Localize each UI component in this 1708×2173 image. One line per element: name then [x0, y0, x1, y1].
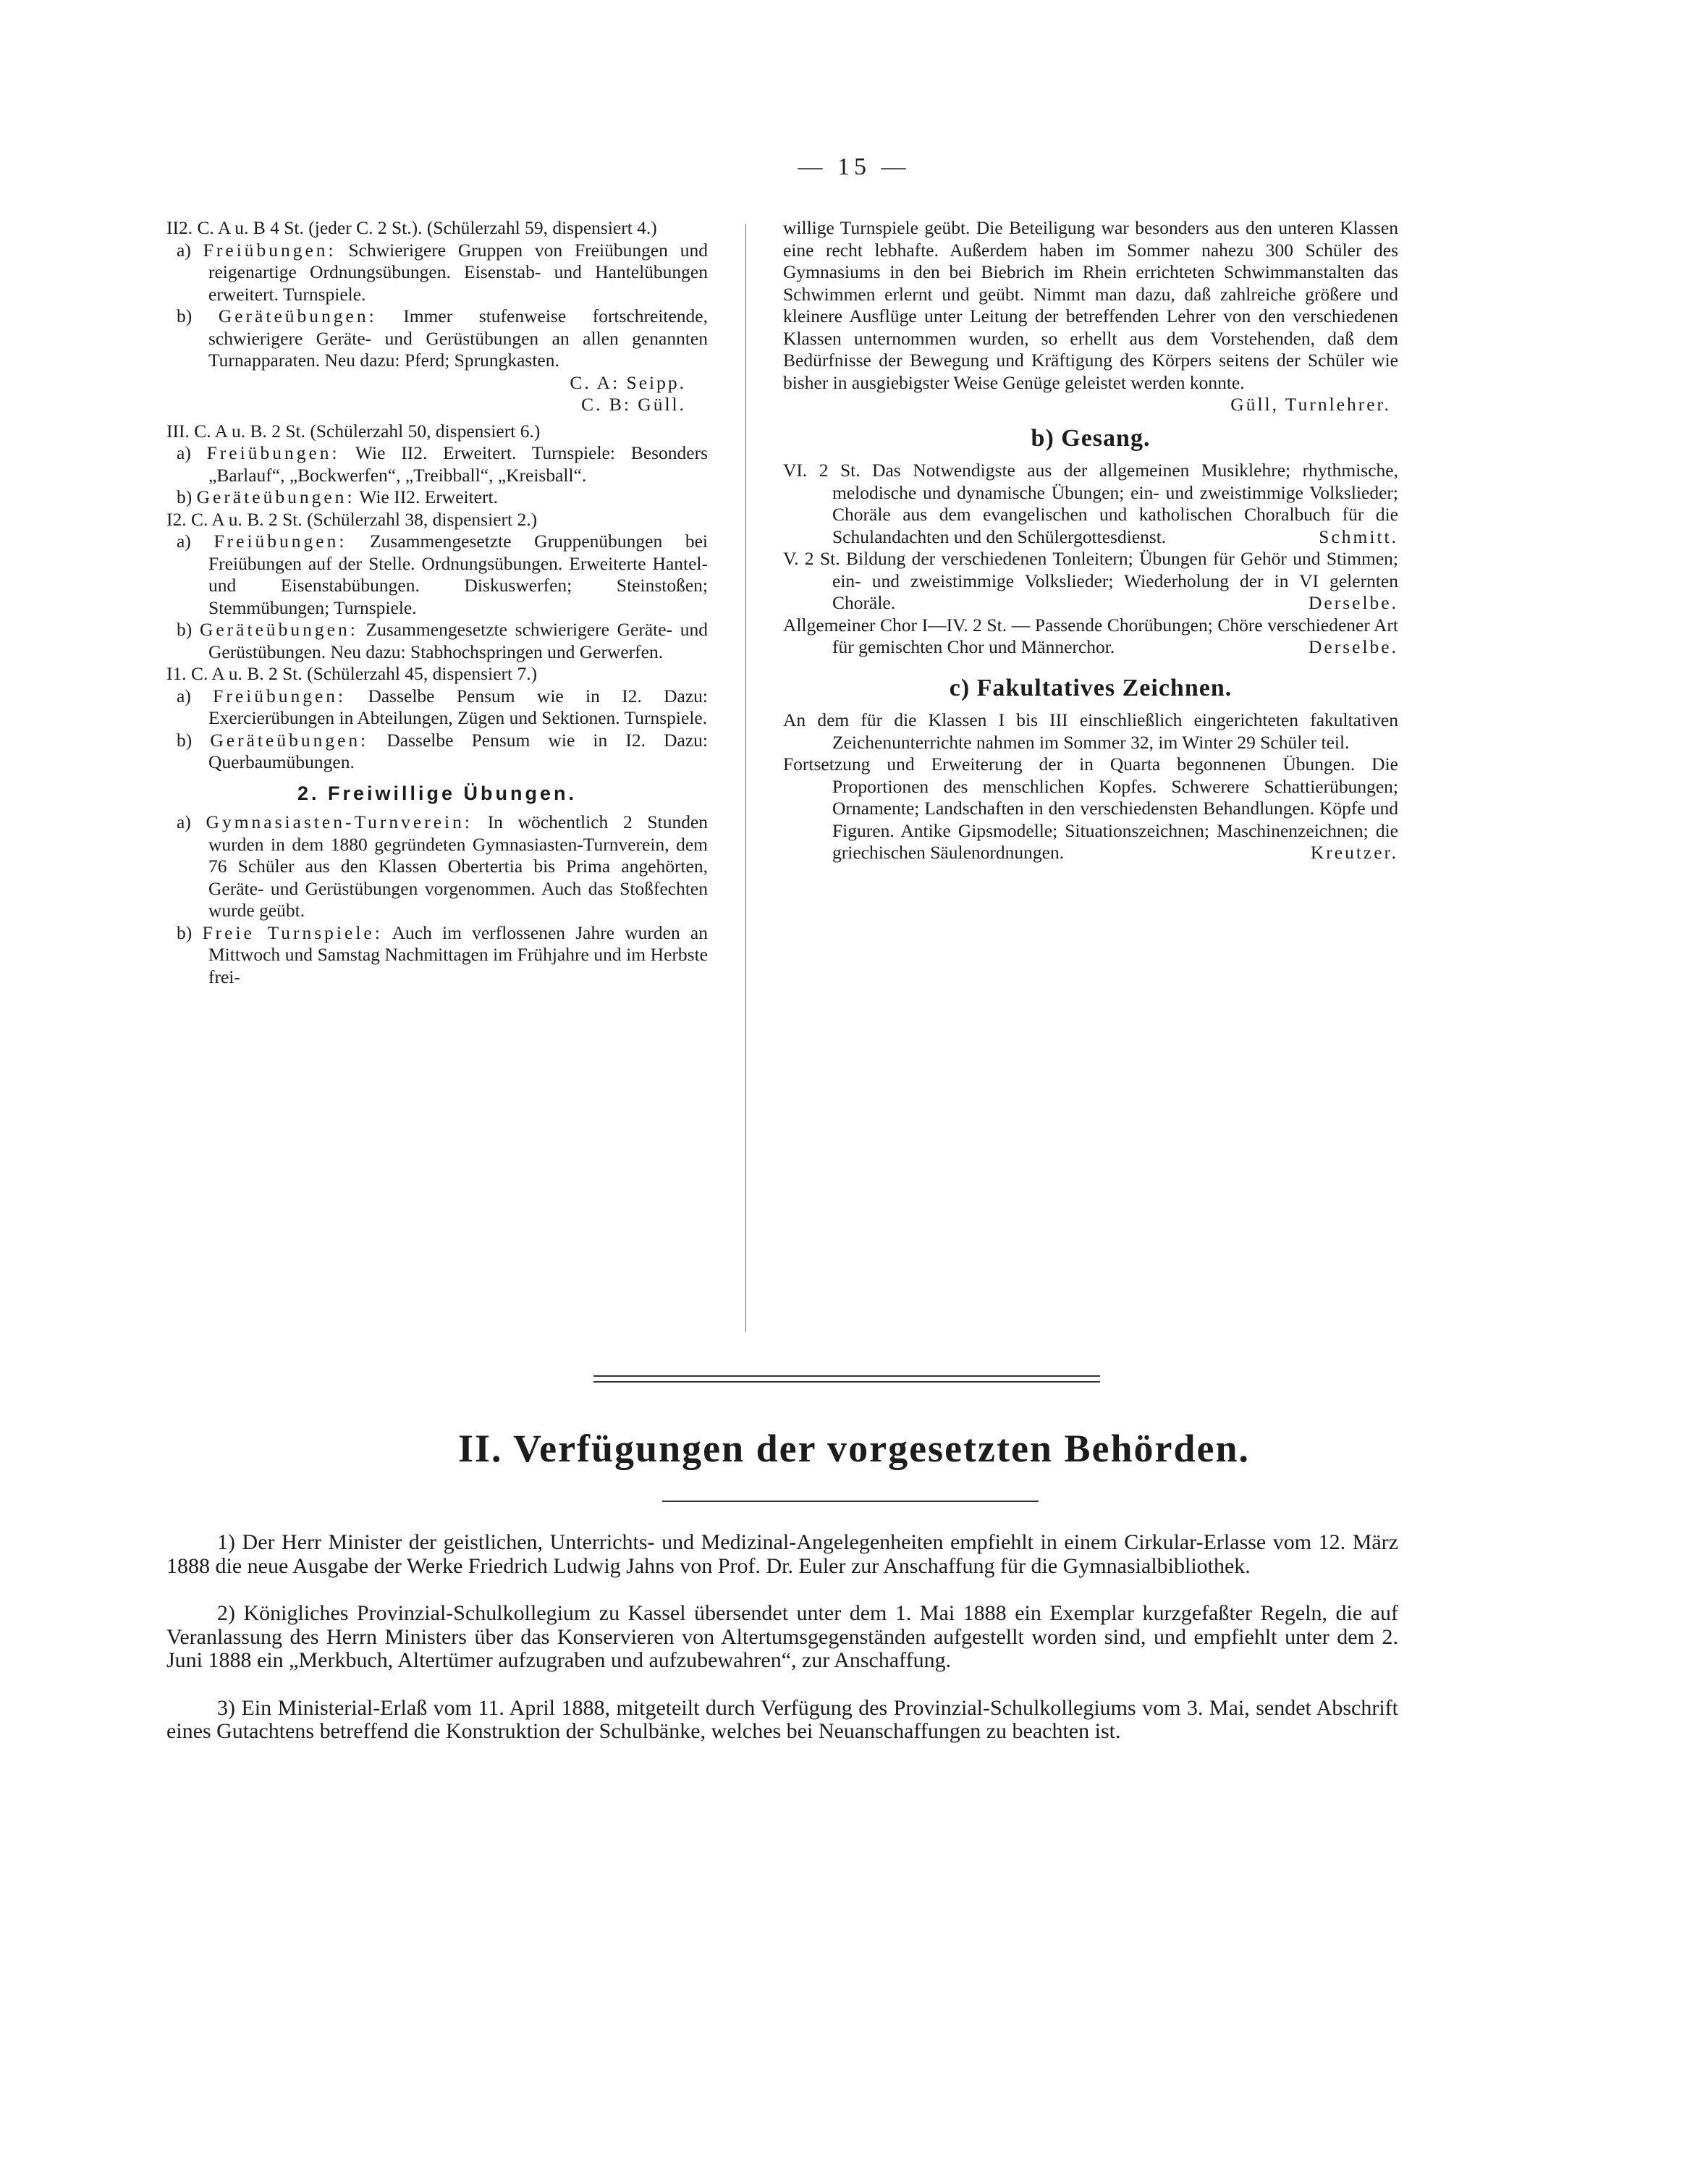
section-title-freiwillige-uebungen: 2. Freiwillige Übungen.	[297, 782, 578, 804]
zeichnen-p1: An dem für die Klassen I bis III einschließlich eingerichteten fakultativen Zeichenunterrichte nahmen im Sommer 32, im Winter 29 Schüler teil.	[783, 709, 1398, 753]
section-title-gesang: b) Gesang.	[1031, 424, 1151, 452]
block-i1-item-b: b) Geräteübungen: Dasselbe Pensum wie in I2. Dazu: Querbaumübungen.	[177, 729, 709, 772]
block-ii2-item-b: b) Geräteübungen: Immer stufenweise fortschreitende, schwierigere Geräte- und Gerüstübungen an allen genannten Turnapparaten. Neu dazu: Pferd; Sprungkasten.	[177, 305, 709, 371]
block-i1-header: I1. C. A u. B. 2 St. (Schülerzahl 45, dispensiert 7.)	[166, 663, 538, 684]
signature-derselbe-2: Derselbe.	[1309, 636, 1398, 657]
block-iii1	[166, 421, 708, 509]
block-i1	[166, 663, 708, 774]
turnspiele-continuation: willige Turnspiele geübt. Die Beteiligung war besonders aus den unteren Klassen eine recht lebhafte. Außerdem haben im Sommer nahezu 300 Schüler des Gymnasiums in den bei Biebrich im Rhein errichteten Schwimmanstalten das Schwimmen erlernt und geübt. Nimmt man dazu, daß zahlreiche größere und kleinere Ausflüge unter Leitung der betreffenden Lehrer von den verschiedenen Klassen unternommen wurden, so erhellt aus dem Vorstehenden, daß dem Bedürfnisse der Bewegung und Kräftigung des Körpers seitens der Schüler wie bisher in ausgiebigster Weise Genüge geleistet werden konnte.	[783, 217, 1398, 393]
block-iii1-item-a: a) Freiübungen: Wie II2. Erweitert. Turnspiele: Besonders „Barlauf“, „Bockwerfen“, „Treibball“, „Kreisball“.	[177, 442, 709, 486]
signature-kreutzer: Kreutzer.	[1310, 842, 1398, 863]
signature-guell-turnlehrer: Güll, Turnlehrer.	[1230, 394, 1391, 415]
left-column	[166, 217, 708, 988]
block-i2-item-b: b) Geräteübungen: Zusammengesetzte schwierigere Geräte- und Gerüstübungen. Neu dazu: Stabhochspringen und Gerwerfen.	[177, 619, 708, 662]
right-column	[783, 217, 1398, 864]
block-iii1-header: III. C. A u. B. 2 St. (Schülerzahl 50, dispensiert 6.)	[166, 420, 541, 442]
main-section-title: II. Verfügungen der vorgesetzten Behörden.	[458, 1427, 1250, 1470]
gesang-v: V. 2 St. Bildung der verschiedenen Tonleitern; Übungen für Gehör und Stimmen; ein- und zweistimmige Volkslieder; Wiederholung der in VI gelernten Choräle. Derselbe.	[783, 548, 1398, 613]
block-iii1-item-b: b) Geräteübungen: Wie II2. Erweitert.	[177, 486, 498, 507]
block-ii2-header: II2. C. A u. B 4 St. (jeder C. 2 St.). (Schülerzahl 59, dispensiert 4.)	[166, 217, 657, 238]
signature-derselbe-1: Derselbe.	[1309, 592, 1398, 613]
zeichnen-p2: Fortsetzung und Erweiterung der in Quarta begonnenen Übungen. Die Proportionen des menschlichen Kopfes. Schwerere Schattierübungen; Ornamente; Landschaften in den verschiedensten Behandlungen. Köpfe und Figuren. Antike Gipsmodelle; Situationszeichnen; Maschinenzeichnen; die griechischen Säulenordnungen. Kreutzer.	[783, 754, 1398, 863]
paragraph-1: 1) Der Herr Minister der geistlichen, Unterrichts- und Medizinal-Angelegenheiten empfiehlt in einem Cirkular-Erlasse vom 12. März 1888 die neue Ausgabe der Werke Friedrich Ludwig Jahns von Prof. Dr. Euler zur Anschaffung für die Gymnasialbibliothek.	[166, 1530, 1398, 1578]
section-freiwillige-uebungen	[166, 782, 708, 989]
signature-seipp: C. A: Seipp.	[570, 371, 686, 393]
block-i2-header: I2. C. A u. B. 2 St. (Schülerzahl 38, dispensiert 2.)	[166, 508, 538, 530]
paragraph-2: 2) Königliches Provinzial-Schulkollegium zu Kassel übersendet unter dem 1. Mai 1888 ein Exemplar kurzgefaßter Regeln, die auf Veranlassung des Herrn Ministers über das Konservieren von Altertumsgegenständen aufgestellt worden sind, und empfiehlt unter dem 2. Juni 1888 ein „Merkbuch, Altertümer aufzugraben und aufzubewahren“, zur Anschaffung.	[166, 1601, 1398, 1672]
gesang-chor: Allgemeiner Chor I—IV. 2 St. — Passende Chorübungen; Chöre verschiedener Art für gemischten Chor und Männerchor. Derselbe.	[783, 614, 1398, 657]
page-number: — 15 —	[798, 153, 910, 180]
block-i1-item-a: a) Freiübungen: Dasselbe Pensum wie in I2. Dazu: Exercierübungen in Abteilungen, Zügen und Sektionen. Turnspiele.	[177, 685, 709, 728]
block-i2-item-a: a) Freiübungen: Zusammengesetzte Gruppenübungen bei Freiübungen auf der Stelle. Ordnungsübungen. Erweiterte Hantel- und Eisenstabübungen. Diskuswerfen; Steinstoßen; Stemmübungen; Turnspiele.	[177, 531, 709, 618]
signature-schmitt: Schmitt.	[1319, 526, 1398, 547]
title-underline	[662, 1501, 1039, 1502]
section2-item-b: b) Freie Turnspiele: Auch im verflossenen Jahre wurden an Mittwoch und Samstag Nachmittagen im Frühjahre und im Herbste frei-	[177, 921, 708, 987]
section-title-zeichnen: c) Fakultatives Zeichnen.	[949, 674, 1233, 701]
gesang-vi: VI. 2 St. Das Notwendigste aus der allgemeinen Musiklehre; rhythmische, melodische und dynamische Übungen; ein- und zweistimmige Volkslieder; Choräle aus dem evangelischen und katholischen Choralbuch für die Schulandachten und den Schülergottesdienst. Schmitt.	[783, 460, 1398, 547]
block-ii2-item-a: a) Freiübungen: Schwierigere Gruppen von Freiübungen und reigenartige Ordnungsübungen. Eisenstab- und Hantelübungen erweitert. Turnspiele.	[177, 239, 708, 305]
main-section-paragraphs	[166, 1531, 1398, 1768]
signature-guell: C. B: Güll.	[581, 394, 686, 415]
section2-item-a: a) Gymnasiasten-Turnverein: In wöchentlich 2 Stunden wurden in dem 1880 gegründeten Gymnasiasten-Turnverein, dem 76 Schüler aus den Klassen Obertertia bis Prima angehörten, Geräte- und Gerüstübungen vorgenommen. Auch das Stoßfechten wurde geübt.	[177, 811, 709, 921]
block-i2	[166, 509, 708, 664]
block-ii2	[166, 217, 708, 416]
column-divider	[745, 224, 746, 1332]
section-divider-double	[593, 1375, 1100, 1383]
paragraph-3: 3) Ein Ministerial-Erlaß vom 11. April 1888, mitgeteilt durch Verfügung des Provinzial-Schulkollegiums vom 3. Mai, sendet Abschrift eines Gutachtens betreffend die Konstruktion der Schulbänke, welches bei Neuanschaffungen zu beachten ist.	[166, 1695, 1398, 1743]
